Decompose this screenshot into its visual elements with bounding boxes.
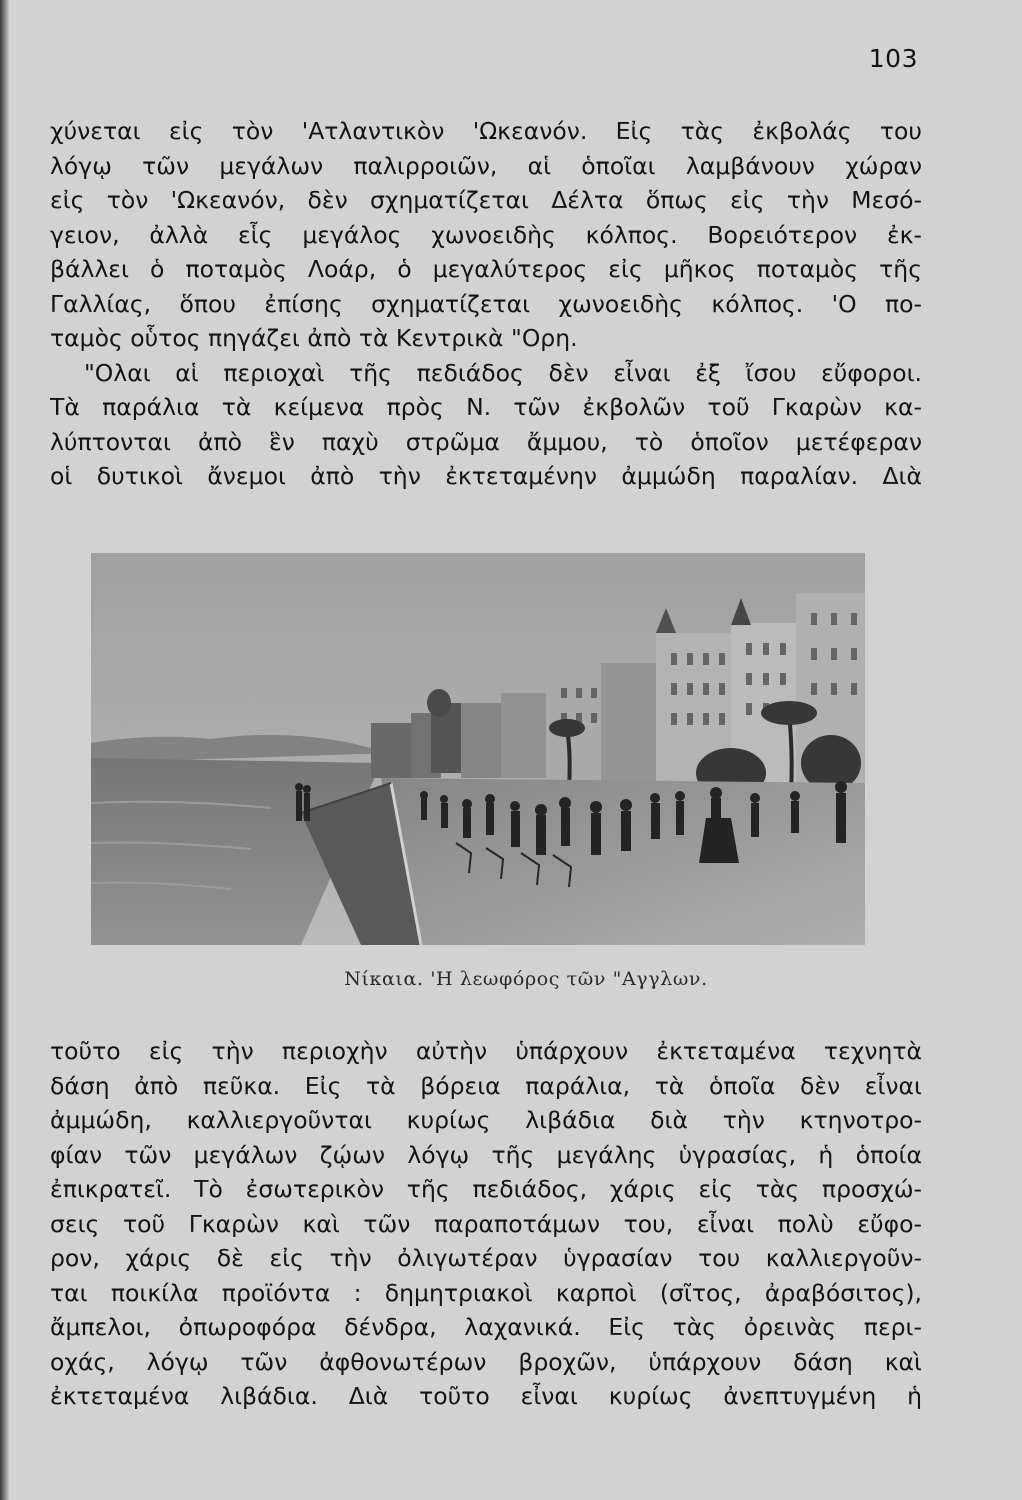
- text-line: λόγῳ τῶν μεγάλων παλιρροιῶν, αἱ ὁποῖαι λαμβάνουν χώραν: [50, 151, 922, 180]
- text-line: σεις τοῦ Γκαρὼν καὶ τῶν παραποτάμων του, εἶναι πολὺ εὔφο-: [50, 1209, 922, 1238]
- text-line: βάλλει ὁ ποταμὸς Λοάρ, ὁ μεγαλύτερος εἰς μῆκος ποταμὸς τῆς: [50, 255, 922, 283]
- figure-caption: Νίκαια. 'Η λεωφόρος τῶν "Αγγλων.: [344, 968, 708, 990]
- text-line: ρον, χάρις δὲ εἰς τὴν ὀλιγωτέραν ὑγρασίαν του καλλιεργοῦν-: [50, 1244, 922, 1272]
- text-line: ταμὸς οὗτος πηγάζει ἀπὸ τὰ Κεντρικὰ "Ορη.: [50, 324, 578, 352]
- text-line: ἀμμώδη, καλλιεργοῦνται κυρίως λιβάδια διὰ τὴν κτηνοτρο-: [50, 1106, 922, 1134]
- text-line: ἄμπελοι, ὀπωροφόρα δένδρα, λαχανικά. Εἰς τὰς ὀρεινὰς περι-: [50, 1313, 922, 1341]
- text-line: ἐπικρατεῖ. Τὸ ἐσωτερικὸν τῆς πεδιάδος, χάρις εἰς τὰς προσχώ-: [50, 1175, 922, 1203]
- text-line: ἐκτεταμένα λιβάδια. Διὰ τοῦτο εἶναι κυρίως ἀνεπτυγμένη ἡ: [50, 1382, 922, 1410]
- text-line: χύνεται εἰς τὸν 'Ατλαντικὸν 'Ωκεανόν. Εἰς τὰς ἐκβολάς του: [50, 117, 922, 145]
- top-text-block: [50, 114, 922, 494]
- text-line: Τὰ παράλια τὰ κείμενα πρὸς Ν. τῶν ἐκβολῶν τοῦ Γκαρὼν κα-: [50, 393, 922, 421]
- text-line: γειον, ἀλλὰ εἷς μεγάλος χωνοειδὴς κόλπος. Βορειότερον ἐκ-: [50, 220, 922, 249]
- promenade-photo-illustration: [91, 553, 865, 945]
- text-line: ται ποικίλα προϊόντα : δημητριακοὶ καρποὶ (σῖτος, ἀραβόσιτος),: [50, 1278, 922, 1307]
- text-line: δάση ἀπὸ πεῦκα. Εἰς τὰ βόρεια παράλια, τὰ ὁποῖα δὲν εἶναι: [50, 1071, 922, 1100]
- text-line: λύπτονται ἀπὸ ἓν παχὺ στρῶμα ἄμμου, τὸ ὁποῖον μετέφεραν: [50, 427, 922, 456]
- text-line: Γαλλίας, ὅπου ἐπίσης σχηματίζεται χωνοειδὴς κόλπος. 'Ο πο-: [50, 289, 922, 318]
- page-binding-edge: [0, 0, 9, 1500]
- figure-photo: [91, 553, 865, 945]
- text-line: τοῦτο εἰς τὴν περιοχὴν αὐτὴν ὑπάρχουν ἐκτεταμένα τεχνητὰ: [50, 1037, 922, 1065]
- text-line: οχάς, λόγῳ τῶν ἀφθονωτέρων βροχῶν, ὑπάρχουν δάση καὶ: [50, 1347, 922, 1376]
- text-line: οἱ δυτικοὶ ἄνεμοι ἀπὸ τὴν ἐκτεταμένην ἀμμώδη παραλίαν. Διὰ: [50, 462, 922, 490]
- text-line: φίαν τῶν μεγάλων ζῴων λόγῳ τῆς μεγάλης ὑγρασίας, ἡ ὁποία: [50, 1140, 922, 1169]
- page-number: 103: [868, 44, 918, 73]
- text-line: "Ολαι αἱ περιοχαὶ τῆς πεδιάδος δὲν εἶναι ἐξ ἴσου εὔφοροι.: [84, 358, 922, 387]
- text-line: εἰς τὸν 'Ωκεανόν, δὲν σχηματίζεται Δέλτα ὅπως εἰς τὴν Μεσό-: [50, 186, 922, 214]
- bottom-text-block: [50, 1034, 922, 1414]
